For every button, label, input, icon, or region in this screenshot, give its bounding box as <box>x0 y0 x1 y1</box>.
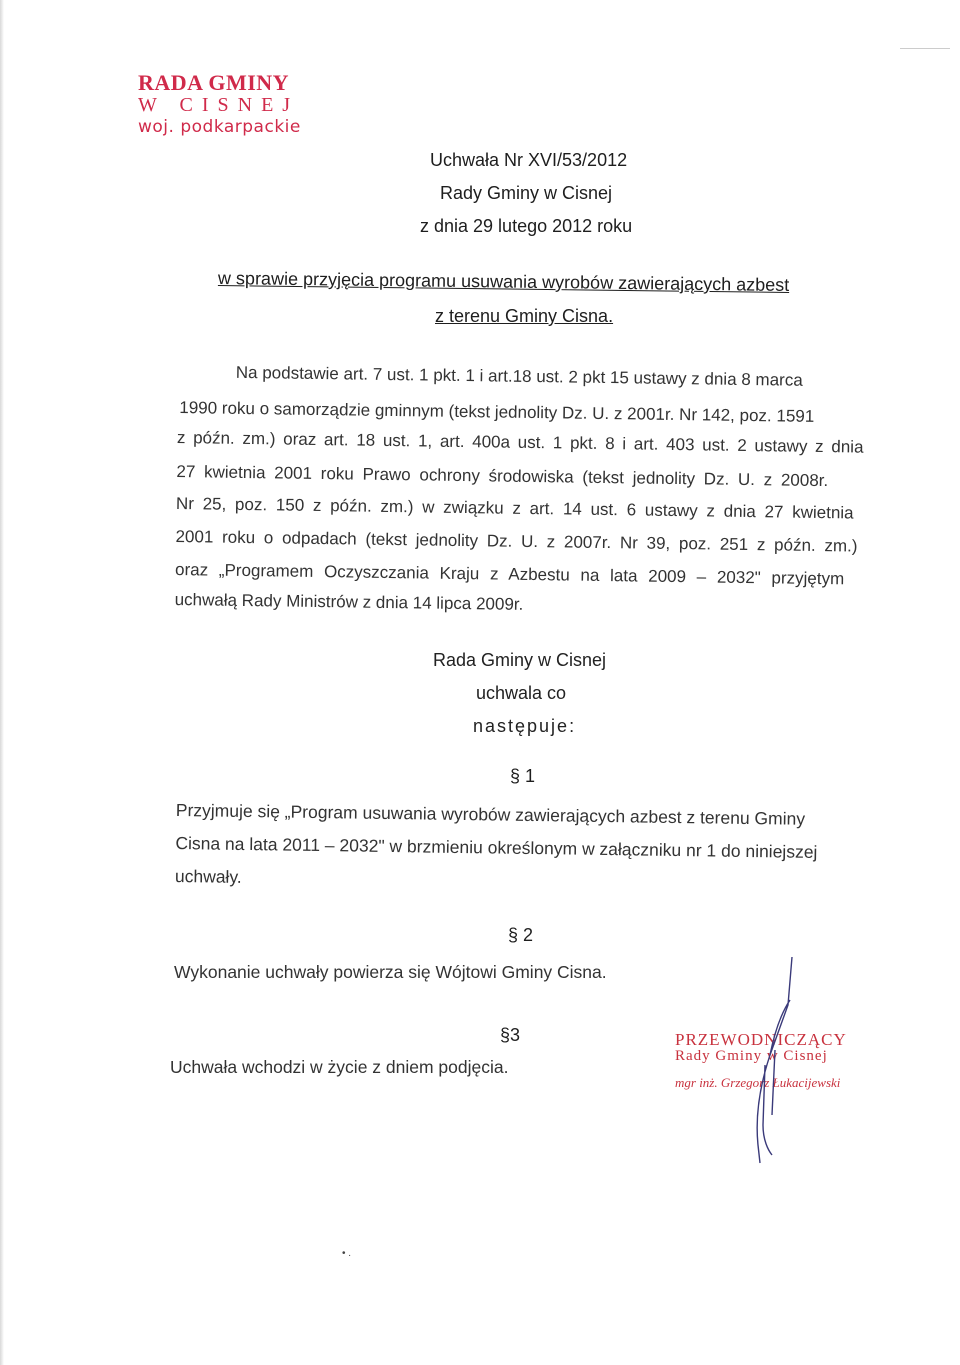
chairman-stamp-name: mgr inż. Grzegorz Łukacijewski <box>675 1075 841 1090</box>
scan-artifact-line <box>900 48 950 49</box>
preamble-line: Na podstawie art. 7 ust. 1 pkt. 1 i art.18 ust. 2 pkt 15 ustawy z dnia 8 marca <box>235 362 803 390</box>
preamble-line: Nr 25, poz. 150 z późn. zm.) w związku z art. 14 ust. 6 ustawy z dnia 27 kwietnia <box>175 494 854 523</box>
stamp-line-3: woj. podkarpackie <box>138 117 301 137</box>
section-3-label: §3 <box>500 1025 521 1045</box>
preamble-line: z późn. zm.) oraz art. 18 ust. 1, art. 400a ust. 1 pkt. 8 i art. 403 ust. 2 ustawy z dnia <box>176 428 864 457</box>
chairman-stamp-title: PRZEWODNICZĄCY <box>675 1030 847 1049</box>
chairman-stamp-council: Rady Gminy w Cisnej <box>675 1048 828 1064</box>
resolution-number: Uchwała Nr XVI/53/2012 <box>430 150 628 170</box>
preamble-line: 27 kwietnia 2001 roku Prawo ochrony środowiska (tekst jednolity Dz. U. z 2008r. <box>176 462 829 491</box>
section-2-label: § 2 <box>508 925 534 945</box>
enactment-line-3: następuje: <box>473 716 577 736</box>
subject-line-2: z terenu Gminy Cisna. <box>435 306 614 326</box>
section-1-line: Przyjmuje się „Program usuwania wyrobów zawierających azbest z terenu Gminy <box>175 800 806 829</box>
council-name: Rady Gminy w Cisnej <box>440 183 613 203</box>
preamble-line: uchwałą Rady Ministrów z dnia 14 lipca 2009r. <box>174 590 524 614</box>
section-1-label: § 1 <box>510 766 536 786</box>
handwritten-signature <box>730 945 810 1170</box>
resolution-date: z dnia 29 lutego 2012 roku <box>420 216 633 236</box>
stamp-line-2: W CISNEJ <box>138 94 300 116</box>
subject-line-1: w sprawie przyjęcia programu usuwania wyrobów zawierających azbest <box>217 268 790 295</box>
preamble-line: 2001 roku o odpadach (tekst jednolity Dz. U. z 2007r. Nr 39, poz. 251 z późn. zm.) <box>175 527 858 556</box>
section-3-text: Uchwała wchodzi w życie z dniem podjęcia. <box>170 1057 509 1077</box>
enactment-line-1: Rada Gminy w Cisnej <box>433 650 607 670</box>
preamble-line: 1990 roku o samorządzie gminnym (tekst jednolity Dz. U. z 2001r. Nr 142, poz. 1591 <box>179 398 815 426</box>
section-1-line: Cisna na lata 2011 – 2032" w brzmieniu określonym w załączniku nr 1 do niniejszej <box>175 832 818 862</box>
scan-dots: • . <box>342 1248 352 1259</box>
enactment-line-2: uchwala co <box>476 683 567 703</box>
preamble-line: oraz „Programem Oczyszczania Kraju z Azbestu na lata 2009 – 2032" przyjętym <box>174 560 845 589</box>
stamp-line-1: RADA GMINY <box>138 70 290 95</box>
section-1-line: uchwały. <box>174 865 242 887</box>
council-header-stamp <box>138 70 301 137</box>
scan-edge <box>0 0 4 1365</box>
section-2-text: Wykonanie uchwały powierza się Wójtowi Gminy Cisna. <box>174 962 607 982</box>
